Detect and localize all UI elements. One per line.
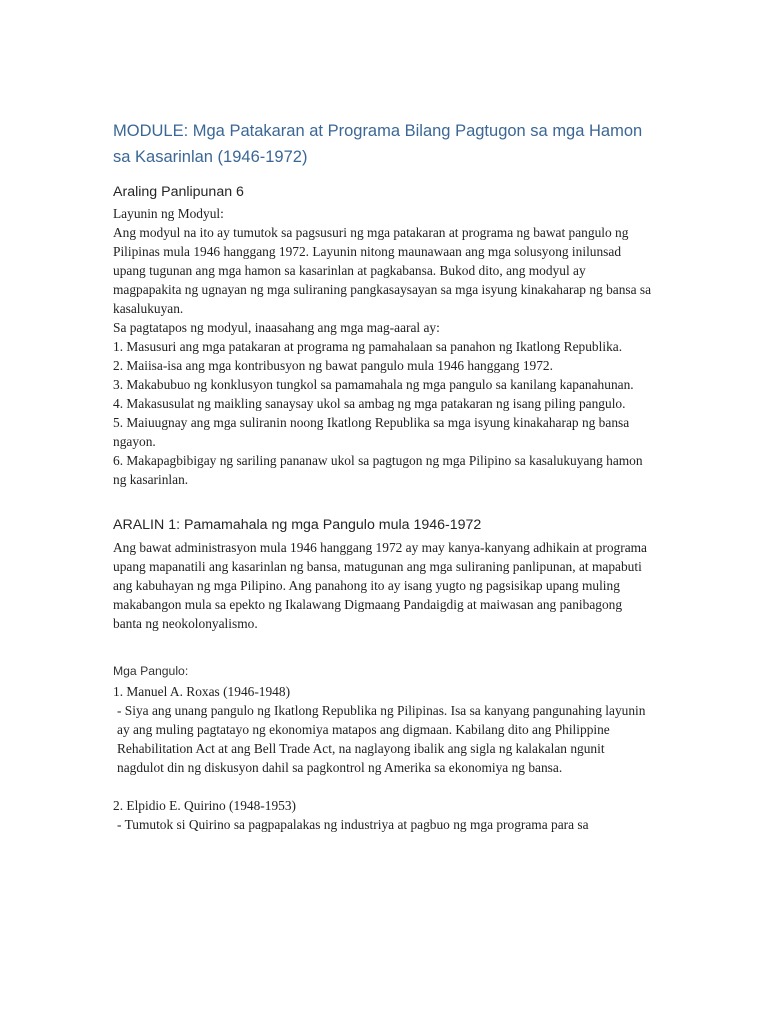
- president-name: 2. Elpidio E. Quirino (1948-1953): [113, 798, 296, 813]
- intro-paragraph: Ang modyul na ito ay tumutok sa pagsusuri ng mga patakaran at programa ng bawat pangulo ng Pilipinas mula 1946 hanggang 1972. Layunin nitong maunawaan ang mga solusyong inilunsad upang tugunan ang mga hamon sa kasarinlan at pagkabansa. Bukod dito, ang modyul ay magpapakita ng ugnayan ng mga suliraning pangkasaysayan sa mga isyung kinakaharap ng bansa sa kasalukuyan.: [113, 225, 652, 316]
- presidents-heading: Mga Pangulo:: [113, 664, 189, 678]
- president-description: - Siya ang unang pangulo ng Ikatlong Republika ng Pilipinas. Isa sa kanyang pangunahing layunin ay ang muling pagtatayo ng ekonomiya matapos ang digmaan. Kabilang dito ang Philippine Rehabilitation Act at ang Bell Trade Act, na naglayong ibalik ang sigla ng kalakalan ngunit nagdulot din ng diskusyon dahil sa pagkontrol ng Amerika sa ekonomiya ng bansa.: [117, 703, 646, 775]
- objective-item: 5. Maiuugnay ang mga suliranin noong Ikatlong Republika sa mga isyung kinakaharap ng bansa ngayon.: [113, 415, 630, 449]
- objective-item: 4. Makasusulat ng maikling sanaysay ukol sa ambag ng mga patakaran ng isang piling pangulo.: [113, 396, 626, 411]
- president-description: - Tumutok si Quirino sa pagpapalakas ng industriya at pagbuo ng mga programa para sa: [117, 817, 589, 832]
- objective-item: 3. Makabubuo ng konklusyon tungkol sa pamamahala ng mga pangulo sa kanilang kapanahunan.: [113, 377, 634, 392]
- aralin-title: ARALIN 1: Pamamahala ng mga Pangulo mula 1946-1972: [113, 517, 482, 533]
- objectives-label: Layunin ng Modyul:: [113, 206, 224, 221]
- expectations-intro: Sa pagtatapos ng modyul, inaasahang ang mga mag-aaral ay:: [113, 320, 440, 335]
- subject-heading: Araling Panlipunan 6: [113, 184, 244, 200]
- president-entry: [113, 682, 653, 777]
- document-page: [113, 118, 653, 834]
- president-entry: [113, 796, 653, 834]
- module-title: MODULE: Mga Patakaran at Programa Bilang Pagtugon sa mga Hamon sa Kasarinlan (1946-1972): [113, 122, 643, 166]
- objective-item: 2. Maiisa-isa ang mga kontribusyon ng bawat pangulo mula 1946 hanggang 1972.: [113, 358, 553, 373]
- objective-item: 6. Makapagbibigay ng sariling pananaw ukol sa pagtugon ng mga Pilipino sa kasalukuyang hamon ng kasarinlan.: [113, 453, 643, 487]
- objective-item: 1. Masusuri ang mga patakaran at programa ng pamahalaan sa panahon ng Ikatlong Republika.: [113, 339, 623, 354]
- aralin-paragraph: Ang bawat administrasyon mula 1946 hanggang 1972 ay may kanya-kanyang adhikain at programa upang mapanatili ang kasarinlan ng bansa, matugunan ang mga suliraning panlipunan, at mapabuti ang kabuhayan ng mga Pilipino. Ang panahong ito ay isang yugto ng pagsisikap upang muling makabangon mula sa epekto ng Ikalawang Digmaang Pandaigdig at maiwasan ang panibagong banta ng neokolonyalismo.: [113, 540, 647, 631]
- president-name: 1. Manuel A. Roxas (1946-1948): [113, 684, 291, 699]
- objectives-list: [113, 337, 653, 489]
